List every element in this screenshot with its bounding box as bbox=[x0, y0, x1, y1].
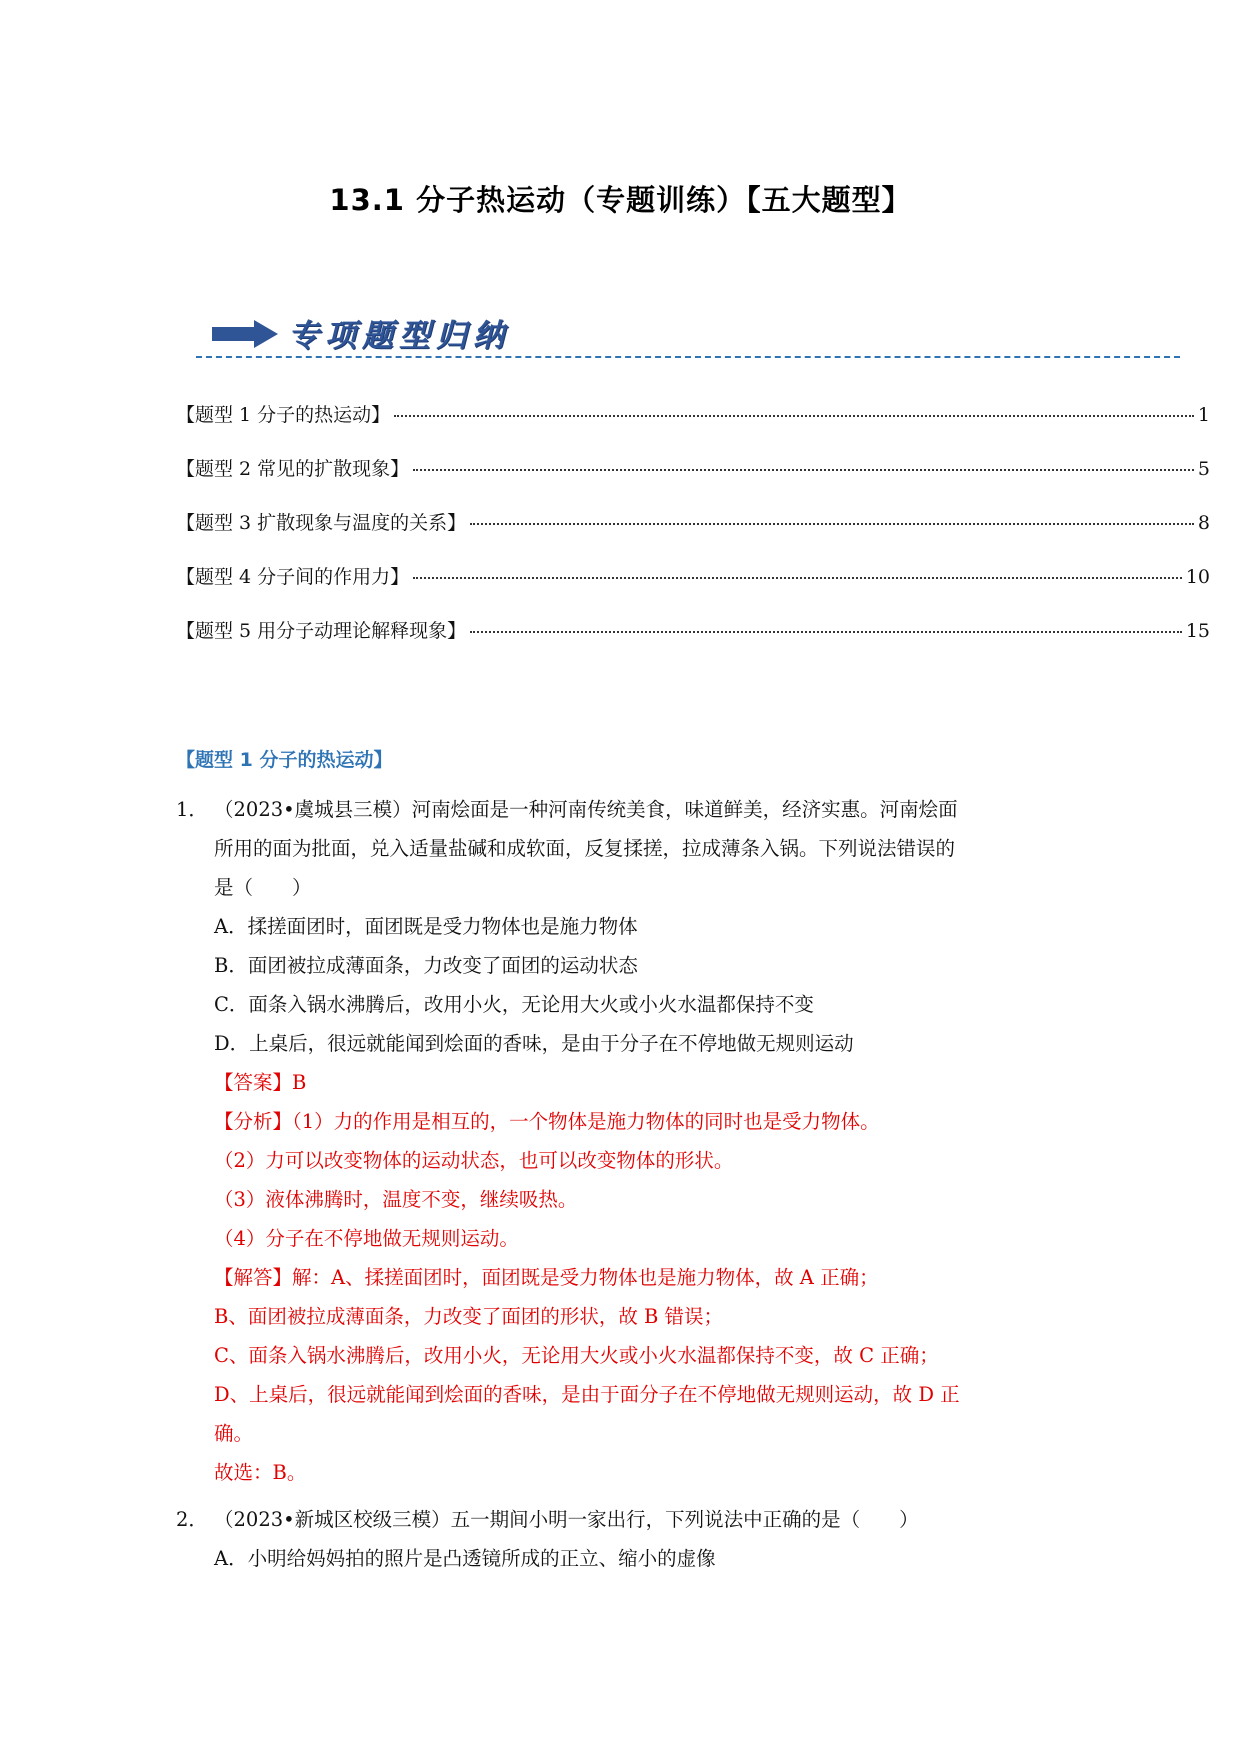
option-b: B．面团被拉成薄面条，力改变了面团的运动状态 bbox=[214, 954, 638, 977]
toc-entry[interactable] bbox=[176, 400, 1210, 454]
answer-tag: 【答案】 bbox=[214, 1071, 293, 1094]
toc-entry-page: 10 bbox=[1185, 566, 1210, 588]
arrow-right-icon bbox=[212, 320, 278, 348]
toc-entry-page: 8 bbox=[1197, 512, 1210, 534]
section-header bbox=[196, 300, 1180, 360]
question-stem-line: （2023•虞城县三模）河南烩面是一种河南传统美食，味道鲜美，经济实惠。河南烩面 bbox=[214, 798, 958, 821]
table-of-contents bbox=[176, 400, 1210, 670]
toc-leader-dots bbox=[413, 576, 1182, 579]
toc-entry-label: 【题型 1 分子的热运动】 bbox=[176, 404, 391, 426]
question-2 bbox=[176, 1500, 1056, 1578]
question-stem-line: （2023•新城区校级三模）五一期间小明一家出行，下列说法中正确的是（ ） bbox=[214, 1508, 919, 1531]
toc-entry-label: 【题型 4 分子间的作用力】 bbox=[176, 566, 410, 588]
question-stem-line: 所用的面为批面，兑入适量盐碱和成软面，反复揉搓，拉成薄条入锅。下列说法错误的 bbox=[214, 837, 956, 860]
analysis-line: （3）液体沸腾时，温度不变，继续吸热。 bbox=[214, 1188, 578, 1211]
answer-line bbox=[214, 1063, 1056, 1102]
solution-tag: 【解答】 bbox=[214, 1266, 293, 1289]
section-header-label: 专项题型归纳 bbox=[288, 318, 510, 354]
question-1 bbox=[176, 790, 1056, 1492]
analysis-tag: 【分析】 bbox=[214, 1110, 293, 1133]
option-c: C．面条入锅水沸腾后，改用小火，无论用大火或小火水温都保持不变 bbox=[214, 993, 814, 1016]
toc-entry-label: 【题型 3 扩散现象与温度的关系】 bbox=[176, 512, 467, 534]
question-body bbox=[214, 790, 1056, 1492]
toc-entry-page: 15 bbox=[1185, 620, 1210, 642]
solution-line bbox=[214, 1258, 1056, 1297]
question-stem-line: 是（ ） bbox=[214, 876, 312, 899]
solution-line: 故选：B。 bbox=[214, 1461, 307, 1484]
page-title: 13.1 分子热运动（专题训练）【五大题型】 bbox=[329, 183, 912, 217]
toc-entry-label: 【题型 5 用分子动理论解释现象】 bbox=[176, 620, 467, 642]
dashed-divider bbox=[196, 356, 1180, 358]
option-a: A．小明给妈妈拍的照片是凸透镜所成的正立、缩小的虚像 bbox=[214, 1547, 716, 1570]
toc-leader-dots bbox=[394, 414, 1194, 417]
toc-entry-page: 5 bbox=[1197, 458, 1210, 480]
topic-heading: 【题型 1 分子的热运动】 bbox=[176, 749, 393, 771]
solution-line: D、上桌后，很远就能闻到烩面的香味，是由于面分子在不停地做无规则运动，故 D 正 bbox=[214, 1383, 960, 1406]
question-body bbox=[214, 1500, 1056, 1578]
analysis-line bbox=[214, 1102, 1056, 1141]
solution-line: C、面条入锅水沸腾后，改用小火，无论用大火或小火水温都保持不变，故 C 正确； bbox=[214, 1344, 939, 1367]
answer-value: B bbox=[292, 1071, 307, 1094]
analysis-text: （1）力的作用是相互的，一个物体是施力物体的同时也是受力物体。 bbox=[292, 1110, 880, 1133]
toc-leader-dots bbox=[470, 630, 1182, 633]
analysis-line: （2）力可以改变物体的运动状态，也可以改变物体的形状。 bbox=[214, 1149, 734, 1172]
option-d: D．上桌后，很远就能闻到烩面的香味，是由于分子在不停地做无规则运动 bbox=[214, 1032, 854, 1055]
toc-entry-page: 1 bbox=[1197, 404, 1210, 426]
toc-entry[interactable] bbox=[176, 508, 1210, 562]
solution-line: B、面团被拉成薄面条，力改变了面团的形状，故 B 错误； bbox=[214, 1305, 724, 1328]
toc-entry-label: 【题型 2 常见的扩散现象】 bbox=[176, 458, 410, 480]
solution-text: 解：A、揉搓面团时，面团既是受力物体也是施力物体，故 A 正确； bbox=[292, 1266, 879, 1289]
toc-entry[interactable] bbox=[176, 562, 1210, 616]
solution-line: 确。 bbox=[214, 1422, 254, 1445]
question-number: 1． bbox=[176, 798, 208, 821]
toc-entry[interactable] bbox=[176, 454, 1210, 508]
toc-entry[interactable] bbox=[176, 616, 1210, 670]
option-a: A．揉搓面团时，面团既是受力物体也是施力物体 bbox=[214, 915, 638, 938]
toc-leader-dots bbox=[470, 522, 1194, 525]
toc-leader-dots bbox=[413, 468, 1194, 471]
analysis-line: （4）分子在不停地做无规则运动。 bbox=[214, 1227, 519, 1250]
question-number: 2． bbox=[176, 1508, 208, 1531]
